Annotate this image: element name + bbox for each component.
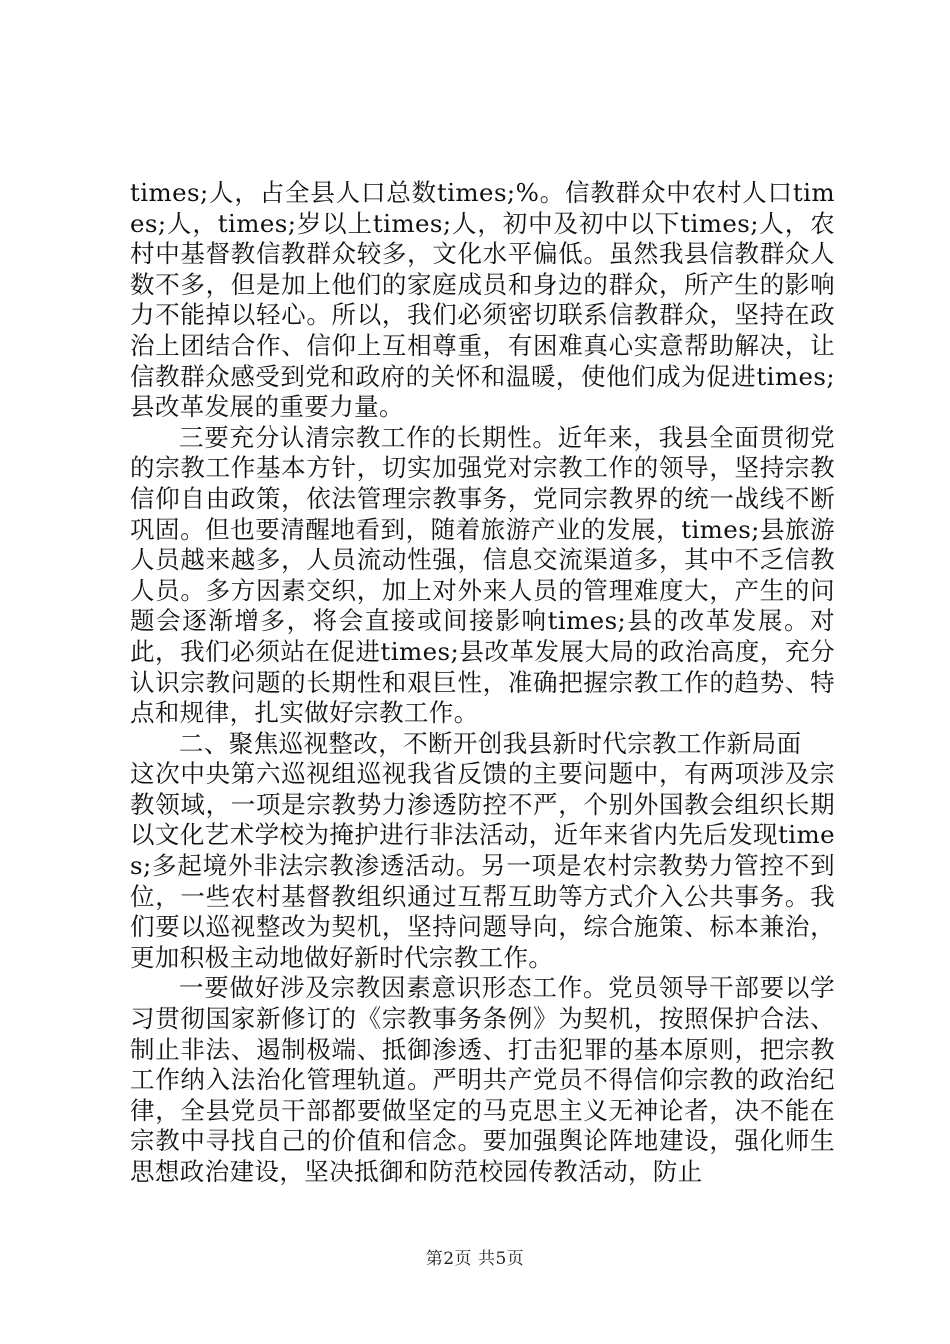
paragraph-long-term-nature: 三要充分认清宗教工作的长期性。近年来，我县全面贯彻党的宗教工作基本方针，切实加强党对宗教工作的领导，坚持宗教信仰自由政策，依法管理宗教事务，党同宗教界的统一战线不断巩固。但也要清醒地看到，随着旅游产业的发展，times;县旅游人员越来越多，人员流动性强，信息交流渠道多，其中不乏信教人员。多方因素交织，加上对外来人员的管理难度大，产生的问题会逐渐增多，将会直接或间接影响times;县的改革发展。对此，我们必须站在促进times;县改革发展大局的政治高度，充分认识宗教问题的长期性和艰巨性，准确把握宗教工作的趋势、特点和规律，扎实做好宗教工作。 — [130, 422, 835, 728]
document-body — [130, 178, 835, 1188]
paragraph-inspection-feedback: 这次中央第六巡视组巡视我省反馈的主要问题中，有两项涉及宗教领域，一项是宗教势力渗透防控不严，个别外国教会组织长期以文化艺术学校为掩护进行非法活动，近年来省内先后发现times;多起境外非法宗教渗透活动。另一项是农村宗教势力管控不到位，一些农村基督教组织通过互帮互助等方式介入公共事务。我们要以巡视整改为契机，坚持问题导向，综合施策、标本兼治，更加积极主动地做好新时代宗教工作。 — [130, 759, 835, 972]
paragraph-ideology-work: 一要做好涉及宗教因素意识形态工作。党员领导干部要以学习贯彻国家新修订的《宗教事务条例》为契机，按照保护合法、制止非法、遏制极端、抵御渗透、打击犯罪的基本原则，把宗教工作纳入法治化管理轨道。严明共产党员不得信仰宗教的政治纪律，全县党员干部都要做坚定的马克思主义无神论者，决不能在宗教中寻找自己的价值和信念。要加强舆论阵地建设，强化师生思想政治建设，坚决抵御和防范校园传教活动，防止 — [130, 973, 835, 1186]
paragraph-continued: times;人，占全县人口总数times;%。信教群众中农村人口times;人，times;岁以上times;人，初中及初中以下times;人，农村中基督教信教群众较多，文化水平偏低。虽然我县信教群众人数不多，但是加上他们的家庭成员和身边的群众，所产生的影响力不能掉以轻心。所以，我们必须密切联系信教群众，坚持在政治上团结合作、信仰上互相尊重，有困难真心实意帮助解决，让信教群众感受到党和政府的关怀和温暖，使他们成为促进times;县改革发展的重要力量。 — [130, 178, 835, 422]
page-footer: 第2页 共5页 — [425, 1249, 525, 1269]
section-heading-inspection-rectification: 二、聚焦巡视整改，不断开创我县新时代宗教工作新局面 — [179, 728, 802, 758]
